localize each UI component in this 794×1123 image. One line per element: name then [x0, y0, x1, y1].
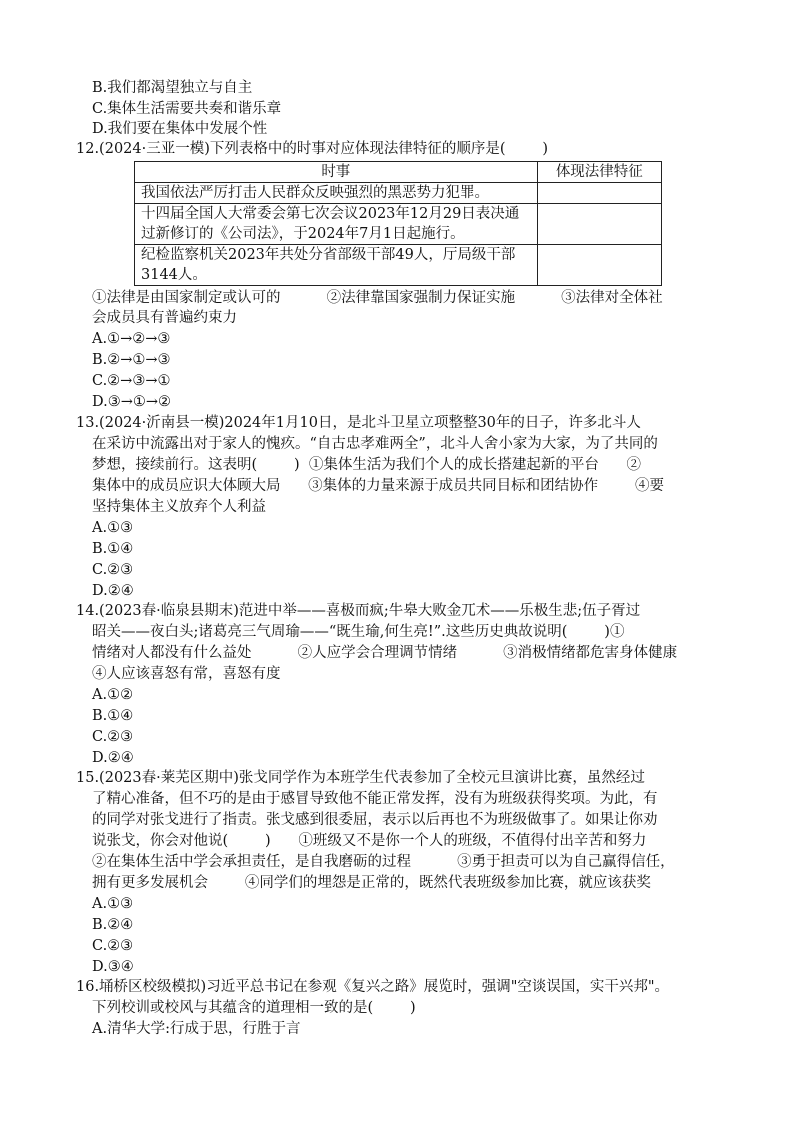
table-row [135, 204, 662, 245]
q16-stem: 16.埇桥区校级模拟)习近平总书记在参观《复兴之路》展览时，强调"空谈误国，实干兴邦"。 [76, 979, 670, 995]
q16-option-a: A.清华大学:行成于思，行胜于言 [92, 1021, 301, 1037]
q14-option-d: D.②④ [92, 750, 134, 766]
q13-stem-line3: 梦想，接续前行。这表明( ) ①集体生活为我们个人的成长搭建起新的平台 ② [92, 457, 642, 473]
q13-stem-line2: 在采访中流露出对于家人的愧疚。“自古忠孝难两全”，北斗人舍小家为大家，为了共同的 [92, 436, 658, 452]
q15-stem-line5: ②在集体生活中学会承担责任，是自我磨砺的过程 ③勇于担责可以为自己赢得信任， [92, 854, 675, 870]
q12-stem: 12.(2024·三亚一模)下列表格中的时事对应体现法律特征的顺序是( ) [76, 141, 549, 157]
q15-stem-line4: 说张戈，你会对他说( ) ①班级又不是你一个人的班级，不值得付出辛苦和努力 [92, 833, 647, 849]
q11-option-c: C.集体生活需要共奏和谐乐章 [92, 101, 282, 117]
q13-stem-line5: 坚持集体主义放弃个人利益 [92, 499, 266, 515]
q13-stem: 13.(2024·沂南县一模)2024年1月10日，是北斗卫星立项整整30年的日子，许多北斗人 [76, 415, 641, 431]
q14-option-c: C.②③ [92, 729, 134, 745]
q14-stem: 14.(2023春·临泉县期末)范进中举——喜极而疯;牛皋大败金兀术——乐极生悲;伍子胥过 [76, 603, 641, 619]
table-row [135, 245, 662, 286]
q13-option-a: A.①③ [92, 520, 134, 536]
q12-table [134, 161, 662, 286]
q14-option-a: A.①② [92, 687, 134, 703]
q15-option-d: D.③④ [92, 959, 134, 975]
table-cell-feature [537, 245, 661, 286]
q13-option-c: C.②③ [92, 562, 134, 578]
q12-option-c: C.②→③→① [92, 373, 171, 389]
q14-stem-line2: 昭关——夜白头;诸葛亮三气周瑜——“既生瑜,何生亮!”.这些历史典故说明( )① [92, 624, 625, 640]
q15-stem-line2: 了精心准备，但不巧的是由于感冒导致他不能正常发挥，没有为班级获得奖项。为此，有 [92, 791, 658, 807]
q14-option-b: B.①④ [92, 708, 134, 724]
q16-stem-line2: 下列校训或校风与其蕴含的道理相一致的是( ) [92, 1000, 416, 1016]
q13-option-b: B.①④ [92, 541, 134, 557]
table-cell-event: 十四届全国人大常委会第七次会议2023年12月29日表决通过新修订的《公司法》，于2024年7月1日起施行。 [135, 204, 538, 245]
table-row [135, 183, 662, 204]
q15-stem-line3: 的同学对张戈进行了指责。张戈感到很委屈，表示以后再也不为班级做事了。如果让你劝 [92, 812, 658, 828]
q12-option-b: B.②→①→③ [92, 352, 171, 368]
q13-option-d: D.②④ [92, 583, 134, 599]
table-header-feature: 体现法律特征 [537, 162, 661, 183]
table-cell-event: 我国依法严厉打击人民群众反映强烈的黑恶势力犯罪。 [135, 183, 538, 204]
table-cell-feature [537, 204, 661, 245]
q12-statements: ①法律是由国家制定或认可的 ②法律靠国家强制力保证实施 ③法律对全体社 [92, 290, 663, 306]
q15-stem-line6: 拥有更多发展机会 ④同学们的埋怨是正常的，既然代表班级参加比赛，就应该获奖 [92, 875, 651, 891]
q11-option-d: D.我们要在集体中发展个性 [92, 121, 268, 137]
q14-stem-line4: ④人应该喜怒有常，喜怒有度 [92, 666, 281, 682]
table-header-event: 时事 [135, 162, 538, 183]
q11-option-b: B.我们都渴望独立与自主 [92, 80, 253, 96]
q15-option-a: A.①③ [92, 896, 134, 912]
q12-option-d: D.③→①→② [92, 394, 172, 410]
q15-option-b: B.②④ [92, 917, 134, 933]
q15-stem: 15.(2023春·莱芜区期中)张戈同学作为本班学生代表参加了全校元旦演讲比赛，虽然经过 [76, 770, 645, 786]
table-cell-event: 纪检监察机关2023年共处分省部级干部49人，厅局级干部3144人。 [135, 245, 538, 286]
q12-statements-cont: 会成员具有普遍约束力 [92, 310, 237, 326]
table-cell-feature [537, 183, 661, 204]
q15-option-c: C.②③ [92, 938, 134, 954]
q13-stem-line4: 集体中的成员应识大体顾大局 ③集体的力量来源于成员共同目标和团结协作 ④要 [92, 478, 665, 494]
q12-option-a: A.①→②→③ [92, 331, 171, 347]
q14-stem-line3: 情绪对人都没有什么益处 ②人应学会合理调节情绪 ③消极情绪都危害身体健康 [92, 645, 678, 661]
